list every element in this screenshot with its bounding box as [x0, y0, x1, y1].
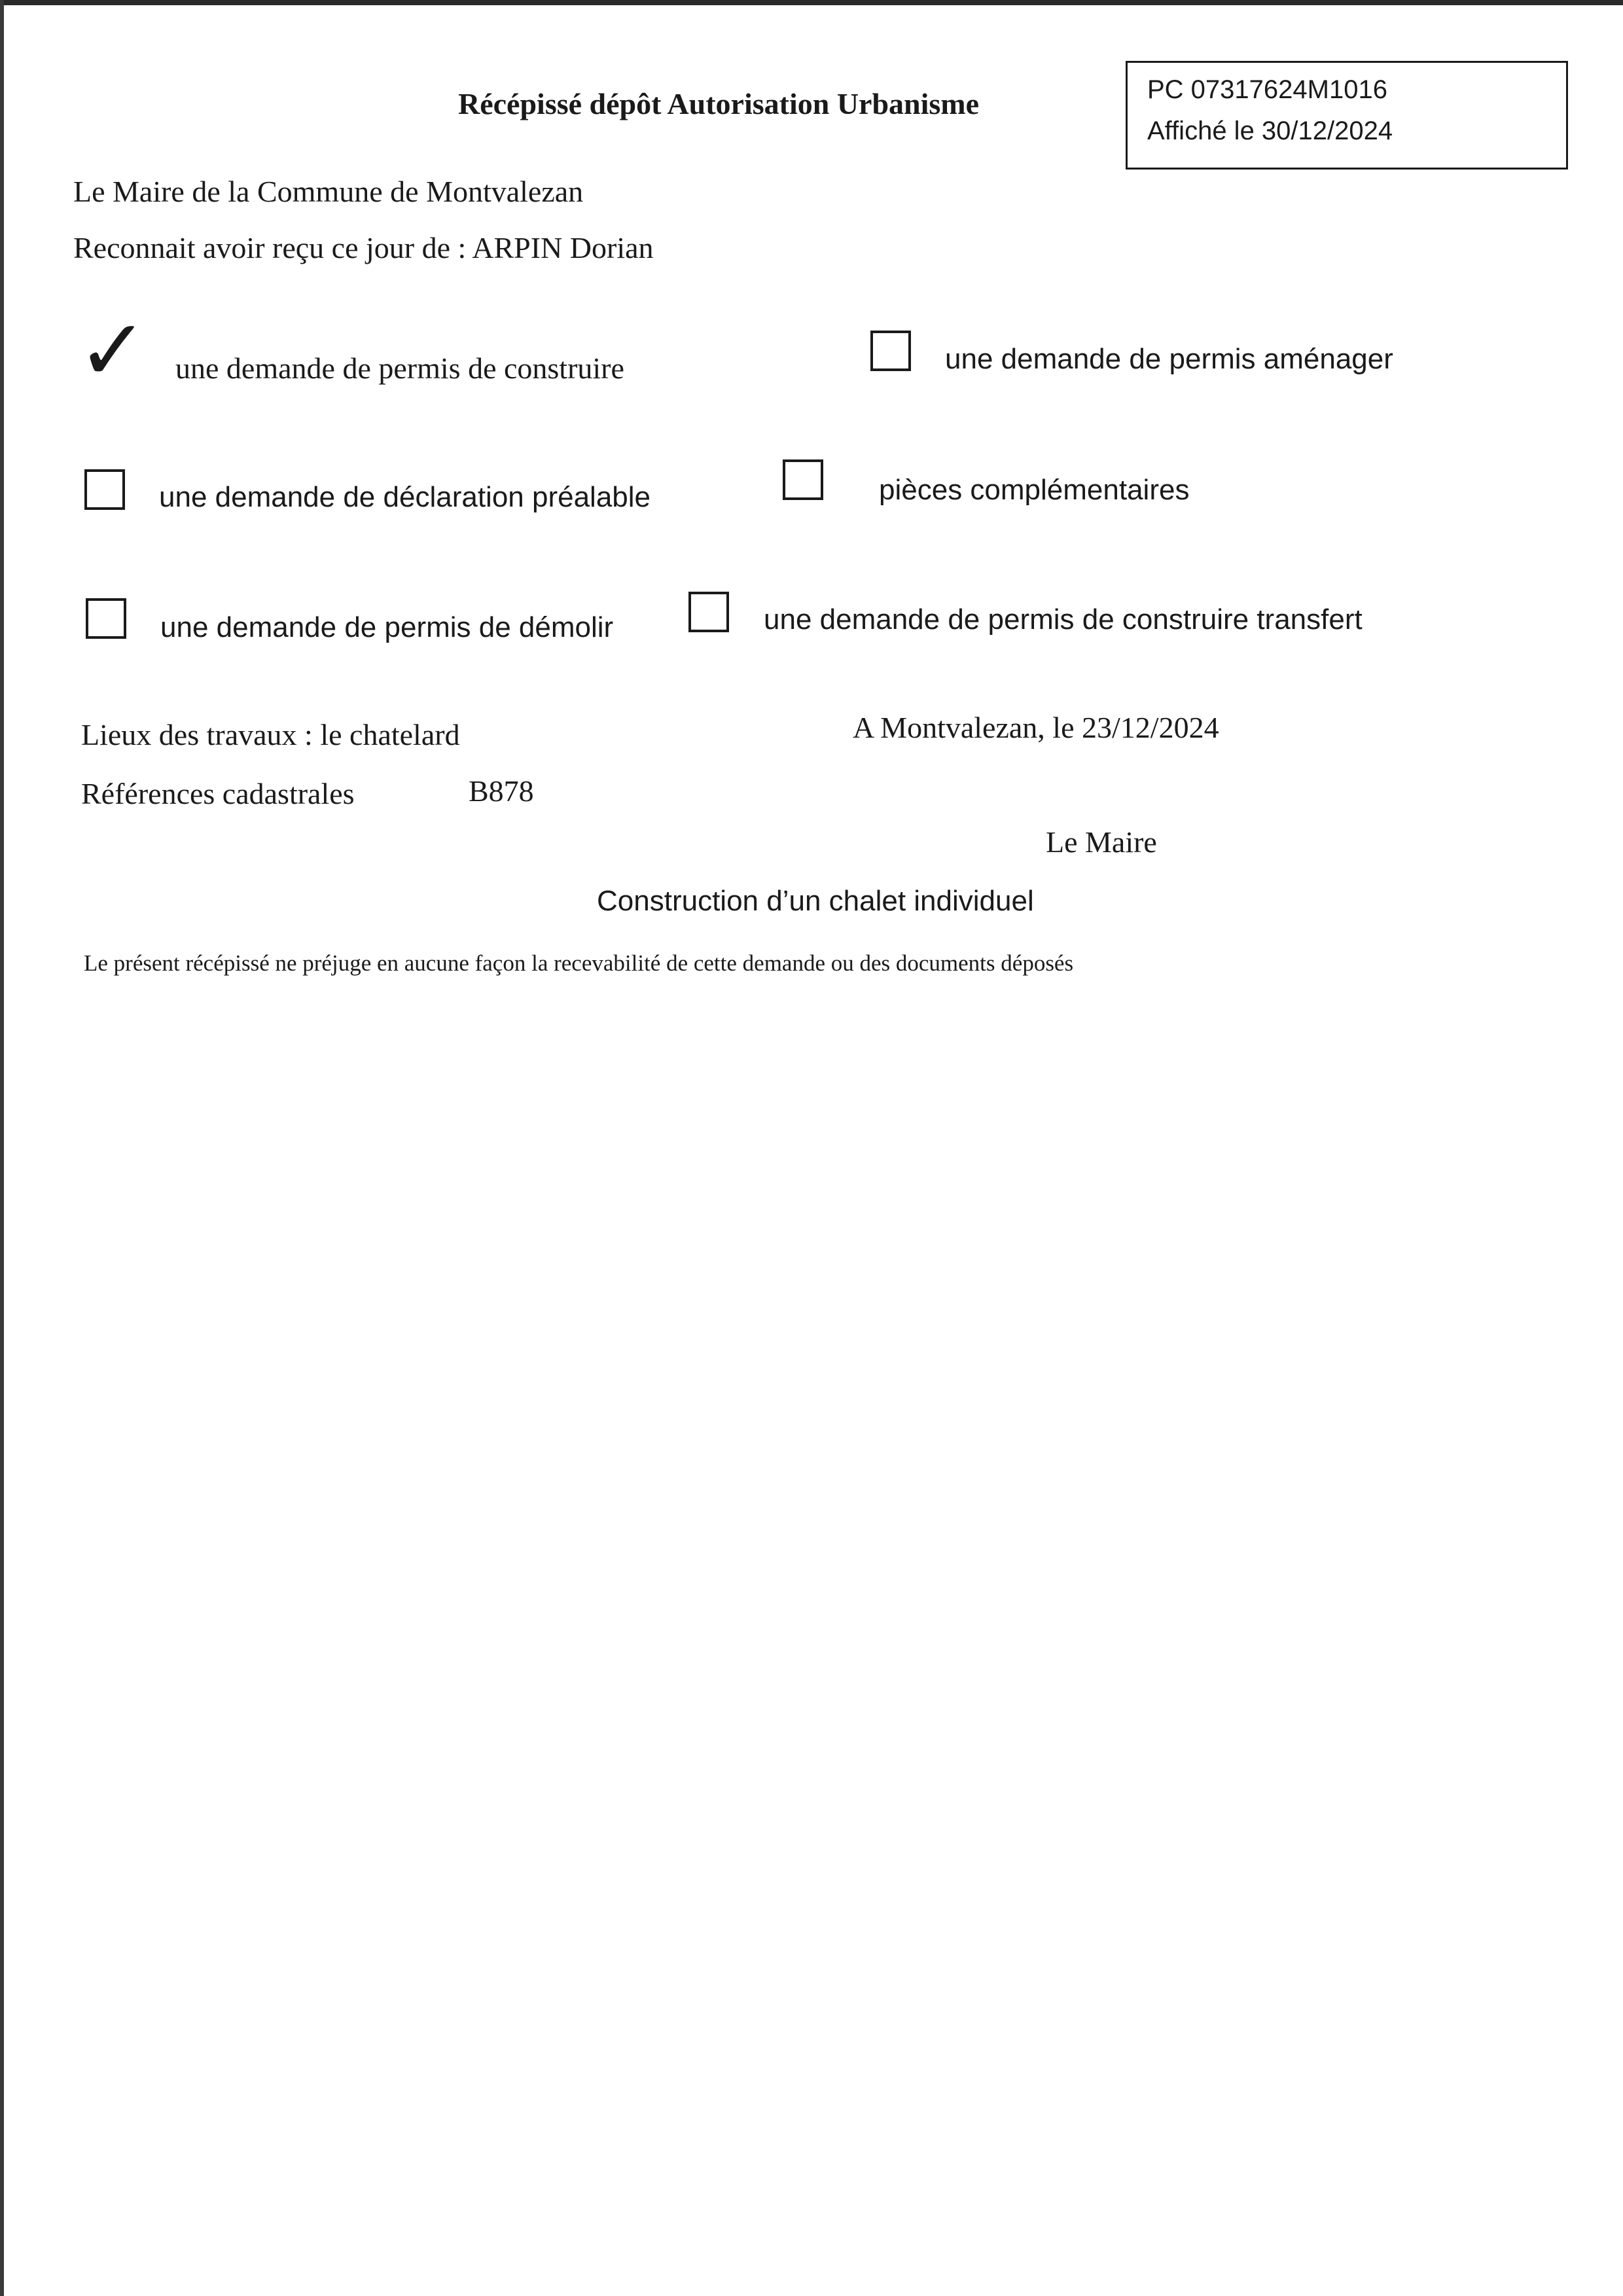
- disclaimer: Le présent récépissé ne préjuge en aucune façon la recevabilité de cette demande ou des documents déposés: [84, 950, 1074, 976]
- cadastral-value: B878: [469, 774, 534, 808]
- project-description: Construction d’un chalet individuel: [597, 885, 1034, 917]
- checkbox-permis-construire-transfert[interactable]: [688, 592, 729, 632]
- option-label-pieces-complementaires: pièces complémentaires: [879, 474, 1190, 506]
- checkbox-pieces-complementaires[interactable]: [783, 459, 823, 500]
- signatory: Le Maire: [1046, 825, 1157, 859]
- checkmark-icon: ✓: [77, 300, 149, 400]
- checkbox-permis-amenager[interactable]: [870, 331, 911, 371]
- work-location: Lieux des travaux : le chatelard: [81, 718, 460, 751]
- option-label-permis-construire: une demande de permis de construire: [175, 351, 624, 385]
- permit-reference: PC 07317624M1016: [1147, 75, 1387, 104]
- checkbox-declaration-prealable[interactable]: [84, 469, 125, 510]
- intro-line-received-from: Reconnait avoir reçu ce jour de : ARPIN Dorian: [73, 231, 654, 264]
- scan-left-edge: [0, 0, 4, 2296]
- scan-top-edge: [0, 0, 1623, 5]
- checkbox-permis-demolir[interactable]: [86, 598, 126, 639]
- option-label-permis-demolir: une demande de permis de démolir: [160, 611, 614, 643]
- intro-line-mayor: Le Maire de la Commune de Montvalezan: [73, 175, 584, 208]
- cadastral-label: Références cadastrales: [81, 777, 355, 810]
- option-label-permis-amenager: une demande de permis aménager: [945, 343, 1393, 375]
- posted-date: Affiché le 30/12/2024: [1147, 117, 1393, 145]
- option-label-declaration-prealable: une demande de déclaration préalable: [159, 481, 651, 513]
- document-title: Récépissé dépôt Autorisation Urbanisme: [458, 87, 980, 120]
- place-and-date: A Montvalezan, le 23/12/2024: [853, 711, 1219, 744]
- option-label-permis-construire-transfert: une demande de permis de construire transfert: [764, 603, 1363, 636]
